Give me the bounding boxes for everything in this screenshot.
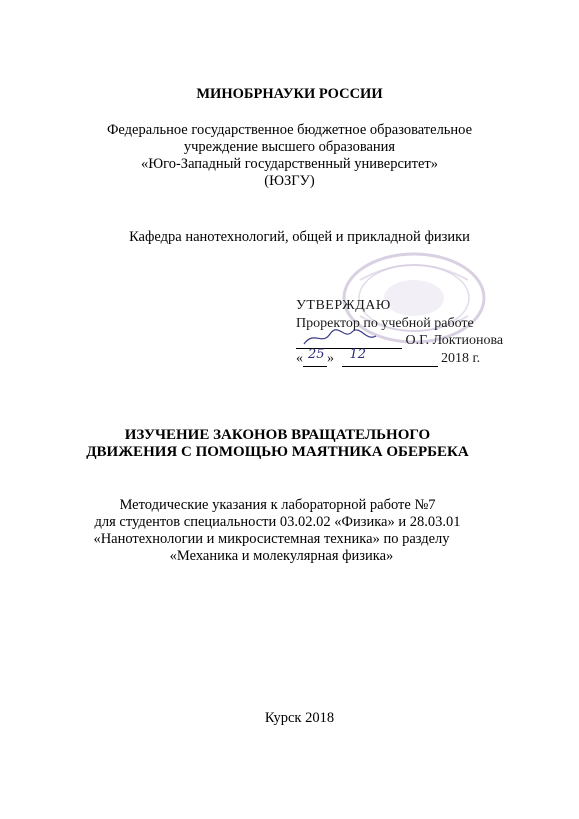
subtitle-line-1: Методические указания к лабораторной работе №7 (119, 497, 436, 513)
quote-close: » (327, 351, 334, 366)
subtitle-line-3: «Нанотехнологии и микросистемная техника» по разделу (93, 531, 450, 547)
approval-year: 2018 г. (441, 351, 481, 366)
document-title-line-2: ДВИЖЕНИЯ С ПОМОЩЬЮ МАЯТНИКА ОБЕРБЕКА (86, 444, 469, 460)
subtitle-line-2: для студентов специальности 03.02.02 «Физика» и 28.03.01 (94, 514, 461, 530)
quote-open: « (296, 351, 303, 366)
approval-month: 12 (349, 347, 367, 362)
department-name: Кафедра нанотехнологий, общей и прикладной физики (129, 229, 470, 245)
institution-abbreviation: (ЮЗГУ) (264, 173, 315, 189)
city-year: Курск 2018 (264, 710, 335, 726)
approval-day: 25 (308, 347, 325, 362)
approval-name: О.Г. Локтионова (405, 333, 504, 348)
institution-line-2: учреждение высшего образования (183, 139, 396, 155)
document-title-line-1: ИЗУЧЕНИЕ ЗАКОНОВ ВРАЩАТЕЛЬНОГО (124, 427, 431, 443)
day-blank (303, 347, 327, 367)
institution-line-1: Федеральное государственное бюджетное образовательное (106, 122, 473, 138)
subtitle-line-4: «Механика и молекулярная физика» (169, 548, 394, 564)
approval-position: Проректор по учебной работе (296, 316, 474, 331)
institution-line-3: «Юго-Западный государственный университет» (140, 156, 439, 172)
approval-title: УТВЕРЖДАЮ (296, 298, 391, 313)
approval-date-line (296, 347, 481, 367)
signature-icon (300, 326, 380, 348)
month-blank (342, 347, 438, 367)
ministry-title: МИНОБРНАУКИ РОССИИ (196, 86, 383, 102)
